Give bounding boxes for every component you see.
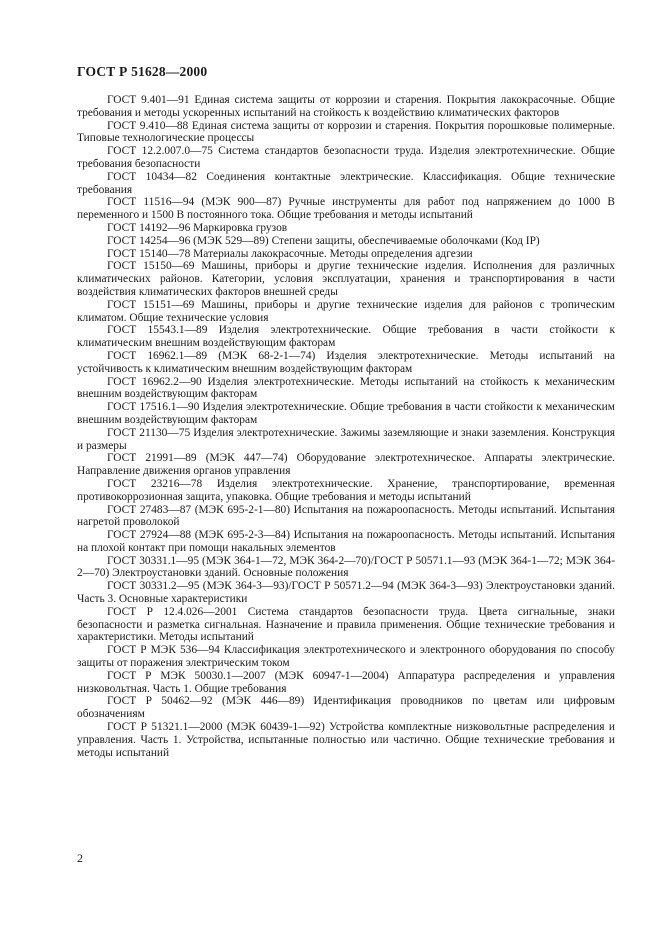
reference-item: ГОСТ Р 51321.1—2000 (МЭК 60439-1—92) Устройства комплектные низковольтные распределения и управления. Часть 1. Устройства, испытанные полностью или частично. Общие технические требования и методы испытаний	[77, 721, 615, 759]
reference-item: ГОСТ Р 50462—92 (МЭК 446—89) Идентификация проводников по цветам или цифровым обозначениям	[77, 695, 615, 721]
reference-item: ГОСТ 16962.1—89 (МЭК 68-2-1—74) Изделия электротехнические. Методы испытаний на устойчивость к климатическим внешним воздействующим факторам	[77, 349, 615, 375]
reference-item: ГОСТ 15150—69 Машины, приборы и другие технические изделия. Исполнения для различных климатических районов. Категории, условия эксплуатации, хранения и транспортирования в части воздействия климатических факторов внешней среды	[77, 260, 615, 298]
reference-item: ГОСТ 10434—82 Соединения контактные электрические. Классификация. Общие технические требования	[77, 170, 615, 196]
reference-item: ГОСТ 11516—94 (МЭК 900—87) Ручные инструменты для работ под напряжением до 1000 В переменного и 1500 В постоянного тока. Общие требования и методы испытаний	[77, 196, 615, 222]
reference-item: ГОСТ 27924—88 (МЭК 695-2-3—84) Испытания на пожароопасность. Методы испытаний. Испытания на плохой контакт при помощи накальных элементов	[77, 529, 615, 554]
reference-item: ГОСТ 12.2.007.0—75 Система стандартов безопасности труда. Изделия электротехнические. Общие требования безопасности	[77, 145, 615, 170]
reference-item: ГОСТ 14254—96 (МЭК 529—89) Степени защиты, обеспечиваемые оболочками (Код IP)	[107, 234, 540, 247]
reference-item: ГОСТ 30331.1—95 (МЭК 364-1—72, МЭК 364-2—70)/ГОСТ Р 50571.1—93 (МЭК 364-1—72; МЭК 364-2—70) Электроустановки зданий. Основные положения	[77, 554, 615, 580]
reference-item: ГОСТ 21991—89 (МЭК 447—74) Оборудование электротехническое. Аппараты электрические. Направление движения органов управления	[77, 452, 615, 478]
reference-item: ГОСТ 15543.1—89 Изделия электротехнические. Общие требования в части стойкости к климатическим внешним воздействующим факторам	[77, 324, 615, 350]
reference-item: ГОСТ 23216—78 Изделия электротехнические. Хранение, транспортирование, временная противокоррозионная защита, упаковка. Общие требования и методы испытаний	[77, 477, 615, 503]
reference-item: ГОСТ 30331.2—95 (МЭК 364-3—93)/ГОСТ Р 50571.2—94 (МЭК 364-3—93) Электроустановки зданий. Часть 3. Основные характеристики	[77, 580, 615, 606]
reference-item: ГОСТ 9.410—88 Единая система защиты от коррозии и старения. Покрытия порошковые полимерные. Типовые технологические процессы	[77, 119, 615, 145]
reference-item: ГОСТ 15151—69 Машины, приборы и другие технические изделия для районов с тропическим климатом. Общие технические условия	[77, 298, 615, 324]
reference-item: ГОСТ 27483—87 (МЭК 695-2-1—80) Испытания на пожароопасность. Методы испытаний. Испытания нагретой проволокой	[77, 503, 615, 529]
reference-item: ГОСТ 17516.1—90 Изделия электротехнические. Общие требования в части стойкости к механическим внешним воздействующим факторам	[77, 401, 615, 426]
reference-item: ГОСТ 16962.2—90 Изделия электротехнические. Методы испытаний на стойкость к механическим внешним воздействующим факторам	[77, 375, 615, 401]
reference-item: ГОСТ Р МЭК 50030.1—2007 (МЭК 60947-1—2004) Аппаратура распределения и управления низковольтная. Часть 1. Общие требования	[77, 669, 615, 695]
reference-item: ГОСТ 15140—78 Материалы лакокрасочные. Методы определения адгезии	[107, 247, 473, 260]
reference-item: ГОСТ 9.401—91 Единая система защиты от коррозии и старения. Покрытия лакокрасочные. Общие требования и методы ускоренных испытаний на стойкость к воздействию климатических факторов	[77, 94, 615, 119]
page-number: 2	[77, 851, 83, 865]
reference-item: ГОСТ Р 12.4.026—2001 Система стандартов безопасности труда. Цвета сигнальные, знаки безопасности и разметка сигнальная. Назначение и правила применения. Общие технические требования и характеристики. Методы испытаний	[77, 605, 615, 644]
reference-item: ГОСТ 21130—75 Изделия электротехнические. Зажимы заземляющие и знаки заземления. Конструкция и размеры	[77, 426, 615, 452]
reference-item: ГОСТ Р МЭК 536—94 Классификация электротехнического и электронного оборудования по способу защиты от поражения электрическим током	[77, 644, 615, 670]
reference-item: ГОСТ 14192—96 Маркировка грузов	[107, 221, 288, 234]
document-header: ГОСТ Р 51628—2000	[77, 64, 208, 79]
normative-references-list	[77, 94, 615, 759]
